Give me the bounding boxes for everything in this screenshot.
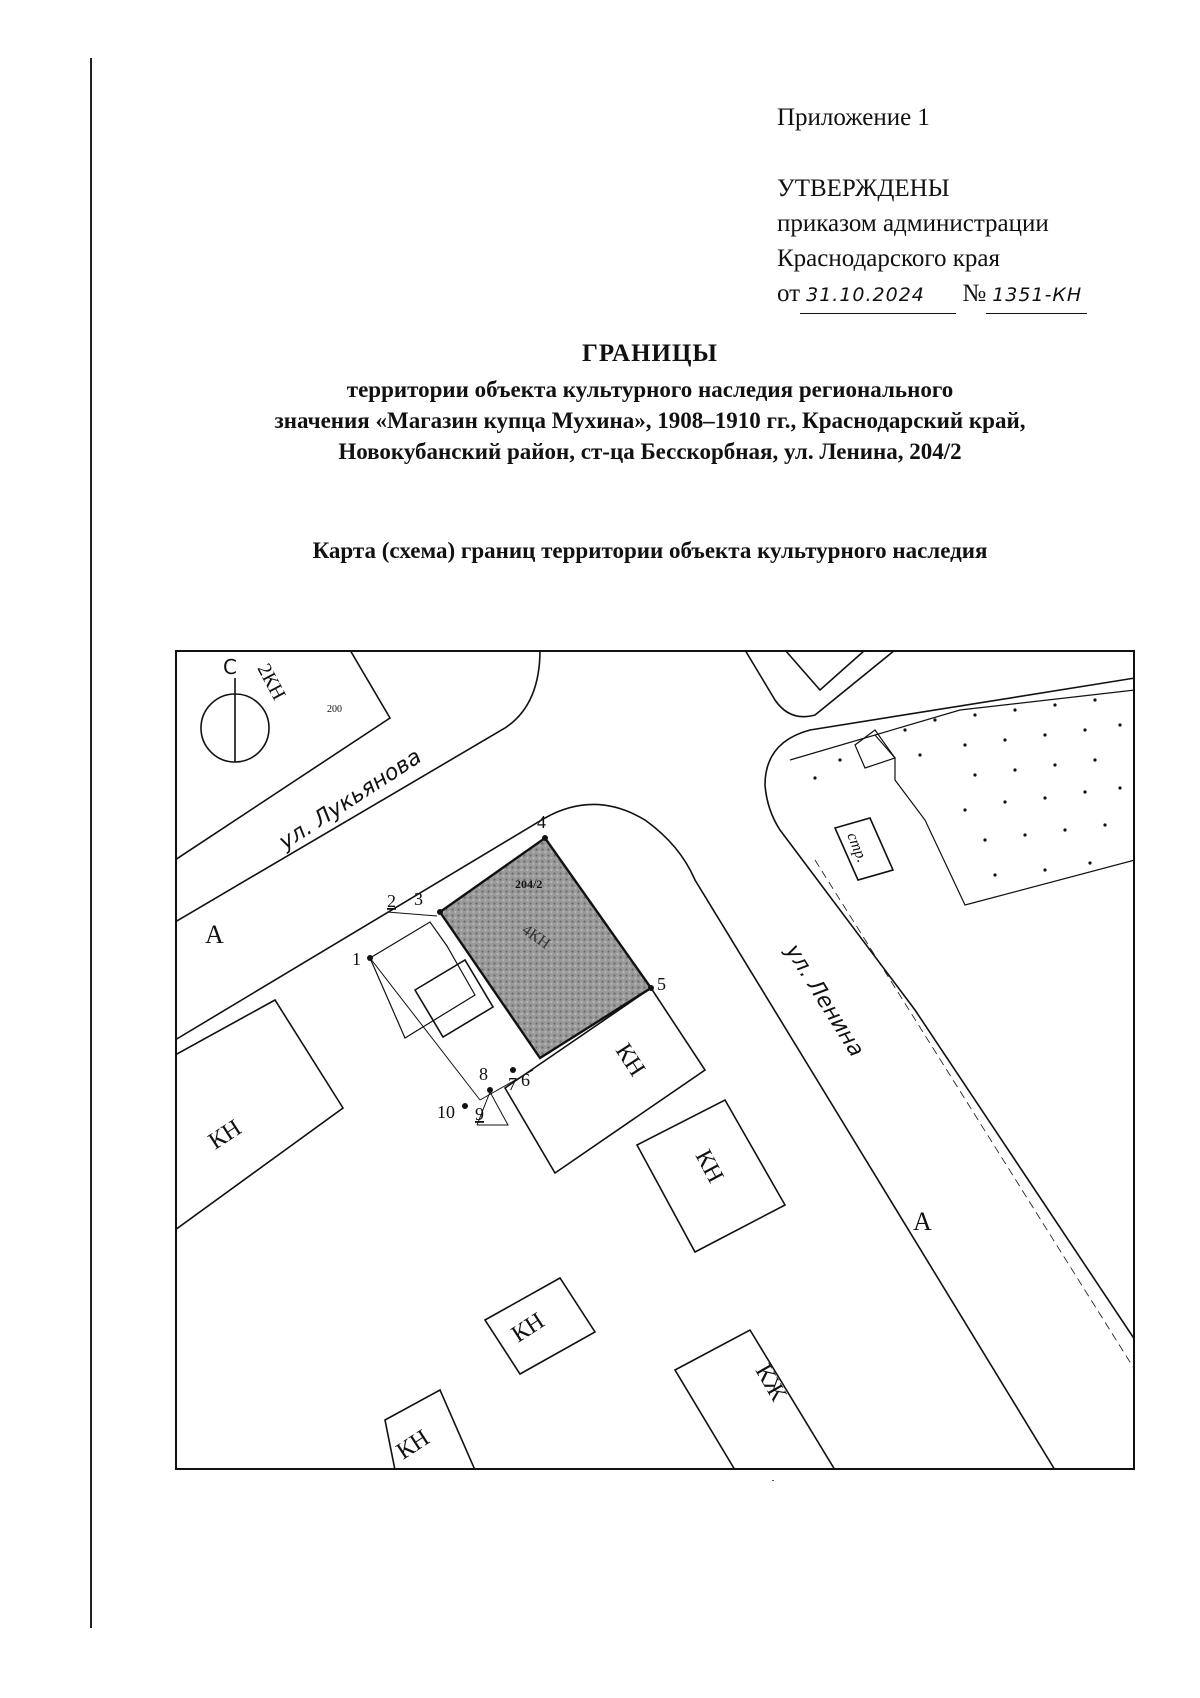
- point-label-8: 8: [479, 1064, 488, 1084]
- handwritten-date: 31.10.2024: [800, 278, 956, 314]
- street-label-lenina: ул. Ленина: [779, 939, 869, 1062]
- building-kzh: [675, 1330, 835, 1470]
- zone-label-a-left: А: [205, 920, 224, 949]
- appendix-label: Приложение 1: [777, 104, 930, 131]
- point-label-6: 6: [521, 1070, 530, 1090]
- date-prefix: от: [777, 280, 801, 307]
- approval-date-line: [777, 276, 1087, 314]
- label-kzh: КЖ: [749, 1360, 792, 1406]
- scan-speck: [772, 1480, 774, 1481]
- point-10: [462, 1103, 468, 1109]
- boundary-map: [175, 650, 1135, 1470]
- title-line-2: значения «Магазин купца Мухина», 1908–1910 гг., Краснодарский край,: [274, 408, 1026, 433]
- label-200: 200: [327, 704, 342, 715]
- document-title: [160, 340, 1140, 467]
- point-5: [648, 985, 654, 991]
- point-label-10: 10: [437, 1102, 455, 1122]
- point-label-3: 3: [414, 889, 423, 909]
- title-main: ГРАНИЦЫ: [582, 340, 718, 367]
- block-top-right: [745, 650, 895, 717]
- point-label-5: 5: [657, 974, 666, 994]
- approval-line-1: приказом администрации: [777, 210, 1049, 237]
- page-margin-rule: [90, 58, 92, 1628]
- handwritten-number: 1351-КН: [986, 278, 1087, 314]
- label-204-2: 204/2: [515, 877, 543, 891]
- label-kh-left: КН: [204, 1115, 247, 1156]
- street-label-lukyanova: ул. Лукьянова: [274, 744, 427, 856]
- approved-heading: УТВЕРЖДЕНЫ: [777, 175, 950, 202]
- label-kh-mid: КН: [609, 1039, 650, 1082]
- point-label-4: 4: [537, 812, 546, 832]
- label-kh-right: КН: [689, 1145, 729, 1188]
- map-frame: [176, 651, 1134, 1469]
- map-caption: Карта (схема) границ территории объекта культурного наследия: [312, 538, 988, 563]
- approval-block: [777, 100, 1087, 314]
- number-prefix: №: [962, 280, 987, 307]
- label-kh-lowleft: КН: [392, 1425, 435, 1466]
- title-line-1: территории объекта культурного наследия регионального: [346, 377, 954, 402]
- point-label-2: 2: [387, 891, 396, 911]
- label-kh-bottom: КН: [507, 1308, 550, 1349]
- building-kh-lowleft: [385, 1390, 475, 1470]
- building-kh-left: [175, 1000, 343, 1230]
- street-lukyanova-edge-lower: [175, 804, 1055, 1470]
- park-area: [790, 690, 1135, 905]
- title-line-3: Новокубанский район, ст-ца Бесскорбная, ул. Ленина, 204/2: [338, 439, 962, 464]
- north-label: С: [223, 655, 237, 679]
- label-parcel-center: 4КН: [518, 921, 554, 953]
- point-label-1: 1: [352, 949, 361, 969]
- label-2kh: 2КН: [252, 660, 290, 704]
- point-6: [510, 1067, 516, 1073]
- point-label-9: 9: [475, 1104, 484, 1124]
- label-str: стр.: [843, 830, 871, 865]
- point-3: [437, 909, 443, 915]
- street-lenina-thin: [815, 860, 1135, 1370]
- point-4: [542, 835, 548, 841]
- point-label-7: 7: [508, 1074, 517, 1094]
- approval-line-2: Краснодарского края: [777, 245, 1000, 272]
- point-1: [367, 955, 373, 961]
- zone-label-a-right: А: [913, 1207, 932, 1236]
